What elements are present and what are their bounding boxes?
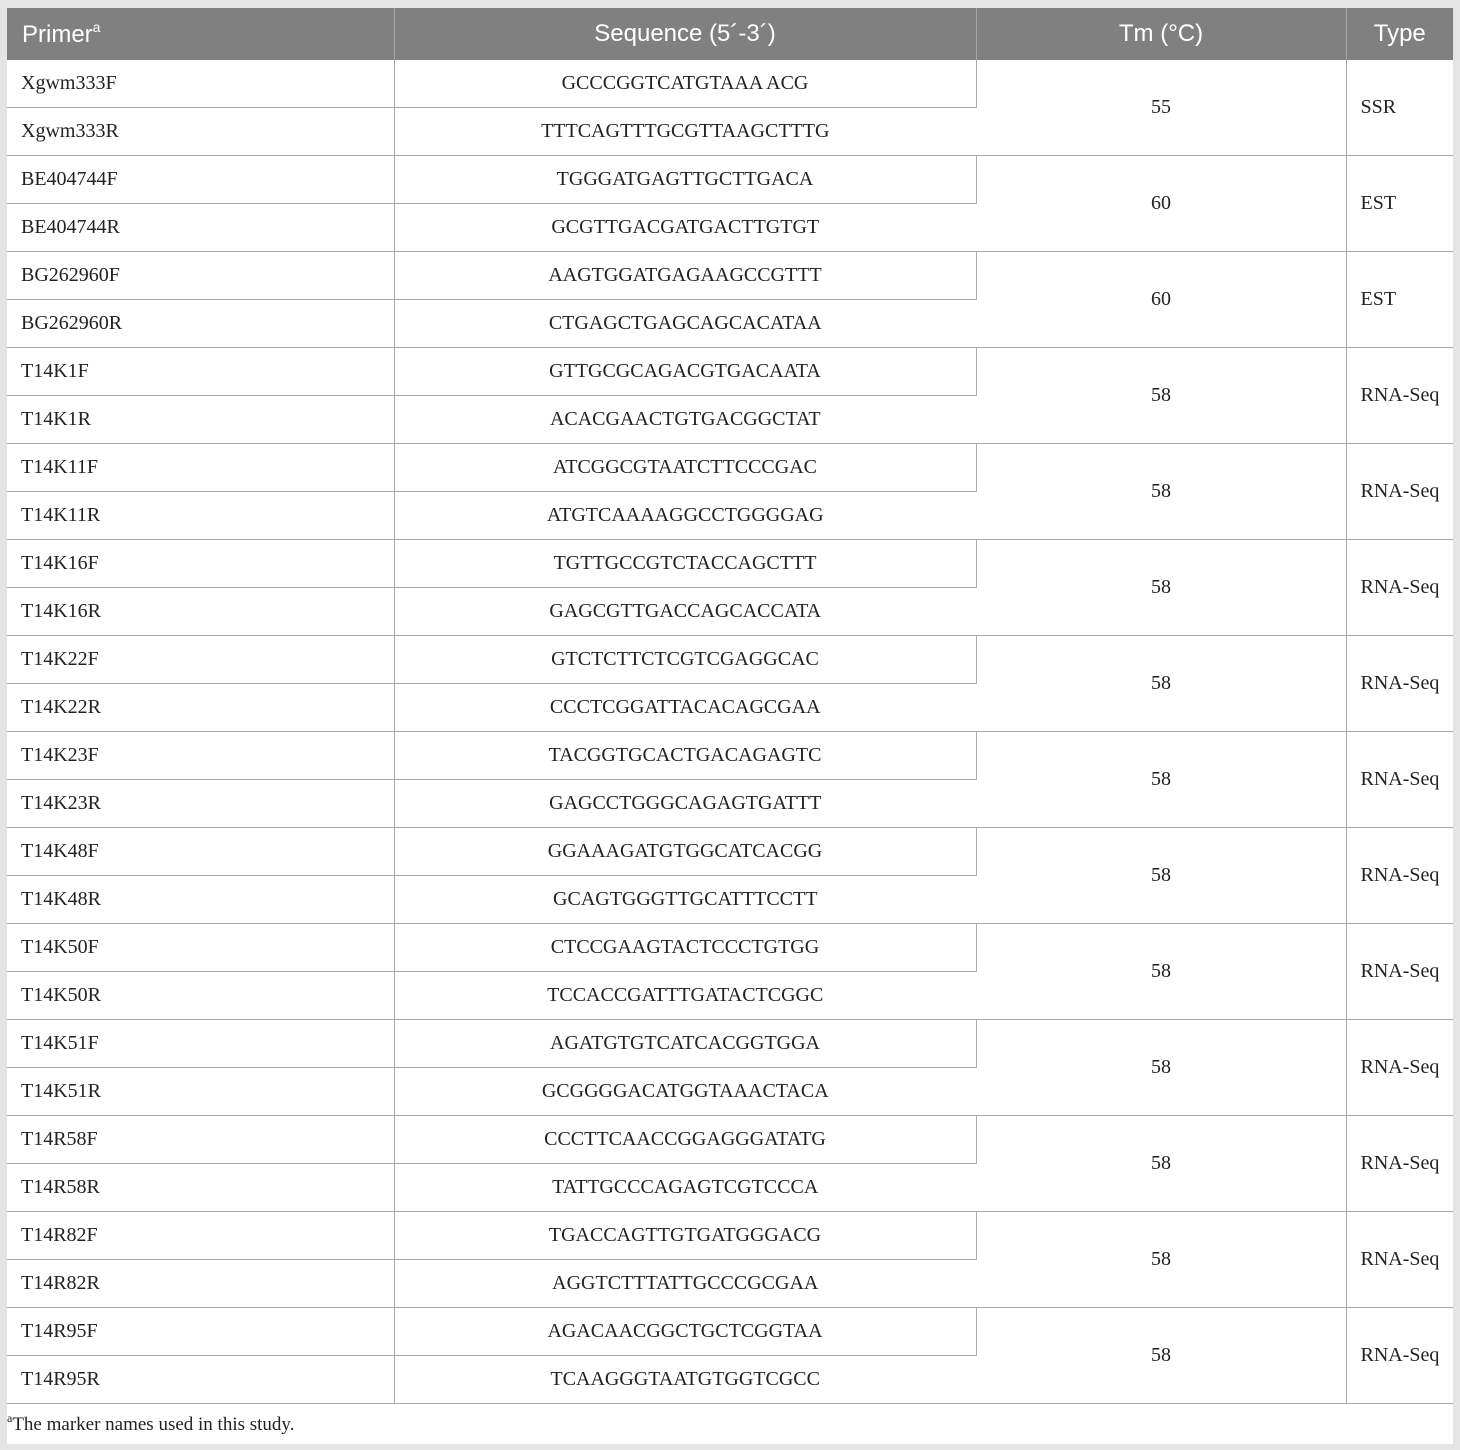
primer-name-cell: T14K16F [7,540,394,588]
tm-cell: 58 [976,348,1346,444]
sequence-cell: TGACCAGTTGTGATGGGACG [394,1212,976,1260]
primer-name-cell: BE404744R [7,204,394,252]
type-cell: RNA-Seq [1346,540,1453,636]
sequence-cell: GTCTCTTCTCGTCGAGGCAC [394,636,976,684]
tm-cell: 58 [976,540,1346,636]
table-row [7,1020,1453,1068]
type-cell: RNA-Seq [1346,1020,1453,1116]
sequence-cell: CCCTCGGATTACACAGCGAA [394,684,976,732]
sequence-cell: TTTCAGTTTGCGTTAAGCTTTG [394,108,976,156]
table-row [7,732,1453,780]
sequence-cell: GCGTTGACGATGACTTGTGT [394,204,976,252]
tm-cell: 58 [976,444,1346,540]
sequence-cell: GCGGGGACATGGTAAACTACA [394,1068,976,1116]
table-row [7,252,1453,300]
primer-name-cell: BG262960R [7,300,394,348]
primer-name-cell: T14R58F [7,1116,394,1164]
primer-name-cell: T14R82R [7,1260,394,1308]
type-cell: SSR [1360,96,1397,118]
table-row [7,1116,1453,1164]
primer-name-cell: T14K48R [7,876,394,924]
primer-name-cell: BG262960F [7,252,394,300]
primer-name-cell: T14K11R [7,492,394,540]
tm-cell: 58 [976,1116,1346,1212]
type-cell: EST [1346,156,1453,252]
tm-cell: 58 [976,732,1346,828]
header-primer-label: Primer [22,21,93,48]
type-cell: RNA-Seq [1346,828,1453,924]
primer-name-cell: T14K51F [7,1020,394,1068]
type-cell: RNA-Seq [1346,1308,1453,1404]
primer-name-cell: T14K22R [7,684,394,732]
primer-name-cell: BE404744F [7,156,394,204]
sequence-cell: CTCCGAAGTACTCCCTGTGG [394,924,976,972]
sequence-cell: GCAGTGGGTTGCATTTCCTT [394,876,976,924]
sequence-cell: GAGCCTGGGCAGAGTGATTT [394,780,976,828]
sequence-cell: TGGGATGAGTTGCTTGACA [394,156,976,204]
sequence-cell: ACACGAACTGTGACGGCTAT [394,396,976,444]
sequence-cell: TACGGTGCACTGACAGAGTC [394,732,976,780]
tm-cell: 55 [976,60,1346,156]
type-cell: RNA-Seq [1346,1212,1453,1308]
primer-name-cell: T14K51R [7,1068,394,1116]
sequence-cell: ATCGGCGTAATCTTCCCGAC [394,444,976,492]
primer-name-cell: T14K23F [7,732,394,780]
sequence-cell: AGACAACGGCTGCTCGGTAA [394,1308,976,1356]
header-primer-footnote-mark: a [92,19,101,35]
header-row [7,8,1453,60]
tm-cell: 58 [976,1020,1346,1116]
primer-name-cell: T14K48F [7,828,394,876]
sequence-cell: AAGTGGATGAGAAGCCGTTT [394,252,976,300]
primer-name-cell: T14K23R [7,780,394,828]
table-body [7,60,1453,1403]
primer-name-cell: Xgwm333R [7,108,394,156]
type-cell: RNA-Seq [1346,924,1453,1020]
type-cell: RNA-Seq [1346,1116,1453,1212]
sequence-cell: ATGTCAAAAGGCCTGGGGAG [394,492,976,540]
primer-name-cell: T14R95R [7,1356,394,1404]
primer-name-cell: T14K11F [7,444,394,492]
primer-name-cell: T14K16R [7,588,394,636]
type-cell: RNA-Seq [1346,444,1453,540]
primer-name-cell: T14K22F [7,636,394,684]
tm-cell: 58 [976,1212,1346,1308]
table-footnote [7,1411,1453,1436]
footnote-mark: a [7,1411,13,1425]
sequence-cell: AGATGTGTCATCACGGTGGA [394,1020,976,1068]
table-row [7,348,1453,396]
sequence-cell: CCCTTCAACCGGAGGGATATG [394,1116,976,1164]
primer-name-cell: Xgwm333F [7,60,394,108]
sequence-cell: TGTTGCCGTCTACCAGCTTT [394,540,976,588]
table-row [7,1212,1453,1260]
tm-cell: 58 [976,636,1346,732]
tm-cell: 58 [976,924,1346,1020]
sequence-cell: CTGAGCTGAGCAGCACATAA [394,300,976,348]
table-row [7,156,1453,204]
type-cell: RNA-Seq [1346,732,1453,828]
primer-table [7,8,1453,1403]
footnote-text: The marker names used in this study. [12,1414,295,1435]
sequence-cell: TCCACCGATTTGATACTCGGC [394,972,976,1020]
header-type: Type [1346,8,1453,60]
table-row [7,444,1453,492]
header-tm: Tm (°C) [976,8,1346,60]
primer-name-cell: T14K1R [7,396,394,444]
primer-name-cell: T14R82F [7,1212,394,1260]
primer-table-sheet [7,8,1453,1444]
table-row [7,60,1453,108]
sequence-cell: GAGCGTTGACCAGCACCATA [394,588,976,636]
header-primer [7,8,394,60]
table-row [7,828,1453,876]
tm-cell: 58 [976,1308,1346,1404]
primer-name-cell: T14R58R [7,1164,394,1212]
primer-name-cell: T14K50R [7,972,394,1020]
sequence-cell: GGAAAGATGTGGCATCACGG [394,828,976,876]
type-cell: RNA-Seq [1346,636,1453,732]
table-row [7,1308,1453,1356]
table-bottom-rule [7,1403,1453,1404]
sequence-cell: TATTGCCCAGAGTCGTCCCA [394,1164,976,1212]
table-row [7,924,1453,972]
table-row [7,540,1453,588]
sequence-cell: TCAAGGGTAATGTGGTCGCC [394,1356,976,1404]
table-header [7,8,1453,60]
sequence-cell: GTTGCGCAGACGTGACAATA [394,348,976,396]
table-row [7,636,1453,684]
type-cell: RNA-Seq [1346,348,1453,444]
sequence-cell: AGGTCTTTATTGCCCGCGAA [394,1260,976,1308]
tm-cell: 60 [976,252,1346,348]
primer-name-cell: T14K50F [7,924,394,972]
sequence-cell: GCCCGGTCATGTAAA ACG [394,60,976,108]
primer-name-cell: T14R95F [7,1308,394,1356]
type-cell: EST [1346,252,1453,348]
primer-name-cell: T14K1F [7,348,394,396]
tm-cell: 58 [976,828,1346,924]
tm-cell: 60 [976,156,1346,252]
header-sequence: Sequence (5´-3´) [394,8,976,60]
